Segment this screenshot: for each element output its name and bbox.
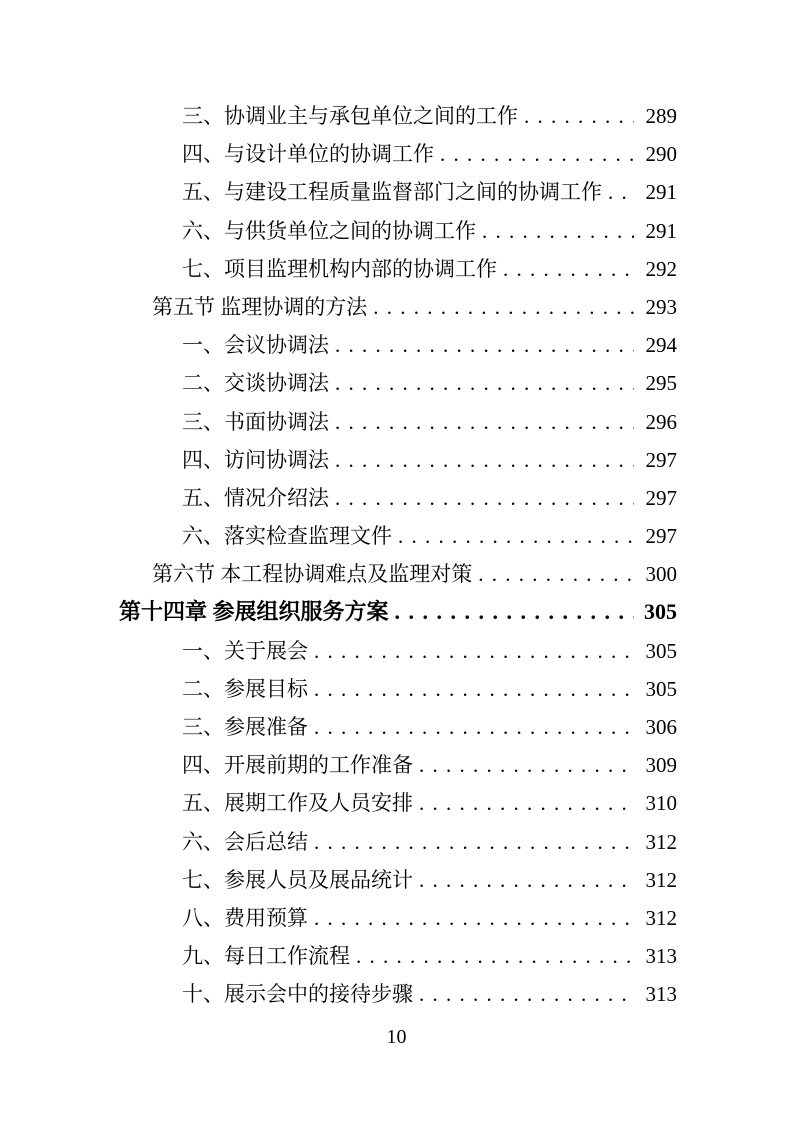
toc-entry-title: 六、与供货单位之间的协调工作 [182,218,476,243]
toc-entry[interactable] [119,746,677,784]
toc-entry-title: 五、与建设工程质量监督部门之间的协调工作 [182,180,602,205]
toc-entry-page: 295 [645,371,677,396]
toc-entry-title: 七、参展人员及展品统计 [182,867,413,892]
toc-entry[interactable] [119,173,677,211]
leader-dots [482,212,634,250]
toc-entry-title: 四、访问协调法 [182,447,329,472]
toc-entry-title: 二、参展目标 [182,676,308,701]
toc-entry-page: 297 [645,485,677,510]
toc-entry-page: 312 [645,905,677,930]
toc-entry[interactable] [119,135,677,173]
toc-entry-title: 五、情况介绍法 [182,485,329,510]
leader-dots [524,97,634,135]
leader-dots [503,250,634,288]
leader-dots [335,403,634,441]
toc-entry-page: 300 [645,562,677,587]
toc-entry[interactable] [119,403,677,441]
toc-entry[interactable] [119,250,677,288]
toc-entry-page: 293 [645,294,677,319]
toc-entry-title: 六、落实检查监理文件 [182,524,392,549]
toc-entry[interactable] [119,975,677,1013]
toc-entry-page: 312 [645,829,677,854]
toc-entry[interactable] [119,899,677,937]
toc-entry-page: 291 [645,180,677,205]
toc-entry[interactable] [119,555,677,593]
leader-dots [314,823,634,861]
toc-entry-title: 一、会议协调法 [182,333,329,358]
toc-entry[interactable] [119,823,677,861]
leader-dots [398,517,634,555]
leader-dots [314,632,634,670]
toc-entry-title: 第六节 本工程协调难点及监理对策 [152,562,473,587]
toc-entry-page: 290 [645,142,677,167]
leader-dots [335,326,634,364]
table-of-contents [119,97,677,1014]
leader-dots [608,173,634,211]
page-number: 10 [386,1026,407,1048]
toc-entry[interactable] [119,212,677,250]
leader-dots [419,746,634,784]
leader-dots [440,135,634,173]
toc-entry[interactable] [119,784,677,822]
toc-entry-page: 306 [645,715,677,739]
toc-entry[interactable] [119,517,677,555]
toc-entry-page: 313 [645,944,677,969]
toc-entry-page: 296 [645,409,677,434]
toc-entry-page: 312 [645,867,677,892]
toc-entry-page: 294 [645,333,677,358]
leader-dots [335,441,634,479]
leader-dots [395,593,634,631]
toc-entry[interactable] [119,670,677,708]
leader-dots [335,364,634,402]
leader-dots [314,708,634,746]
toc-entry-page: 305 [645,676,677,701]
leader-dots [419,975,634,1013]
toc-entry-title: 三、协调业主与承包单位之间的工作 [182,104,518,128]
leader-dots [419,861,634,899]
toc-entry-page: 309 [645,753,677,778]
toc-entry[interactable] [119,326,677,364]
toc-entry-page: 289 [645,104,677,128]
toc-entry-title: 四、与设计单位的协调工作 [182,142,434,167]
toc-entry-title: 十、展示会中的接待步骤 [182,982,413,1007]
leader-dots [314,670,634,708]
toc-entry[interactable] [119,708,677,746]
toc-entry[interactable] [119,288,677,326]
leader-dots [373,288,634,326]
toc-entry[interactable] [119,364,677,402]
toc-entry[interactable] [119,479,677,517]
toc-entry-title: 第十四章 参展组织服务方案 [119,599,389,625]
toc-entry-page: 313 [645,982,677,1007]
toc-entry[interactable] [119,937,677,975]
toc-entry-title: 六、会后总结 [182,829,308,854]
toc-entry[interactable] [119,441,677,479]
leader-dots [335,479,634,517]
toc-entry-page: 297 [645,524,677,549]
toc-entry-page: 291 [645,218,677,243]
toc-entry-page: 310 [645,791,677,816]
toc-entry[interactable] [119,97,677,135]
leader-dots [356,937,634,975]
leader-dots [314,899,634,937]
toc-entry-page: 305 [645,638,677,663]
leader-dots [419,784,634,822]
toc-entry[interactable] [119,593,677,631]
toc-entry-page: 297 [645,447,677,472]
toc-entry-title: 八、费用预算 [182,905,308,930]
toc-entry[interactable] [119,861,677,899]
toc-entry-page: 305 [644,599,677,625]
toc-entry-title: 第五节 监理协调的方法 [152,294,368,319]
toc-entry-title: 二、交谈协调法 [182,371,329,396]
toc-entry-title: 三、参展准备 [182,715,308,739]
toc-entry-title: 一、关于展会 [182,638,308,663]
toc-entry-title: 四、开展前期的工作准备 [182,753,413,778]
toc-entry-title: 三、书面协调法 [182,409,329,434]
toc-entry-page: 292 [645,256,677,281]
toc-entry-title: 七、项目监理机构内部的协调工作 [182,256,497,281]
leader-dots [478,555,634,593]
toc-entry-title: 九、每日工作流程 [182,944,350,969]
toc-entry-title: 五、展期工作及人员安排 [182,791,413,816]
toc-entry[interactable] [119,632,677,670]
